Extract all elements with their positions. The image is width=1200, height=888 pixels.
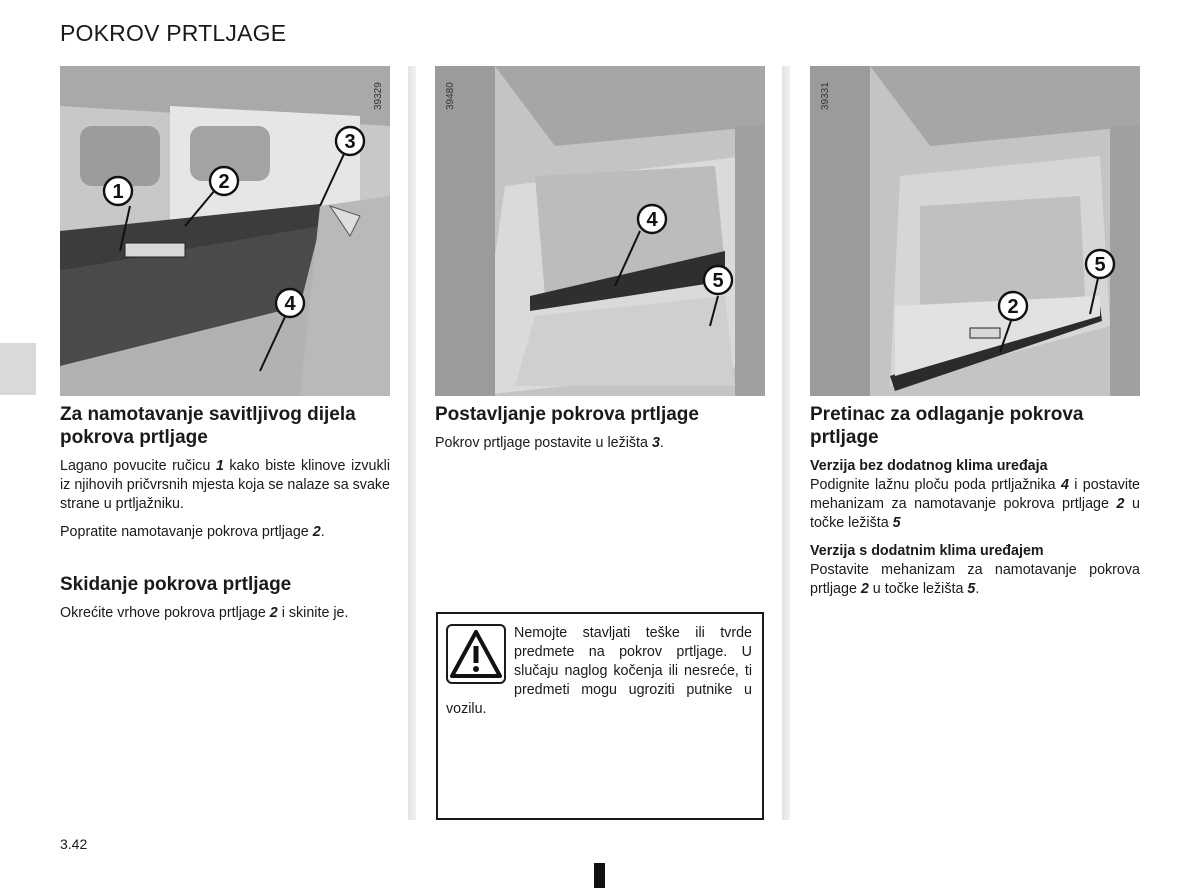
section-heading-roll-up: Za namotavanje savitljivog dijela pokrova prtljage xyxy=(60,404,356,448)
page-edge-marker xyxy=(594,863,605,888)
callout-2 xyxy=(999,292,1027,320)
svg-text:4: 4 xyxy=(646,209,658,231)
svg-text:2: 2 xyxy=(218,171,230,193)
column-divider xyxy=(408,66,416,820)
page-number: 3.42 xyxy=(60,836,88,852)
callout-2 xyxy=(210,167,238,195)
callout-4 xyxy=(276,289,304,317)
svg-text:3: 3 xyxy=(344,131,356,153)
callout-4 xyxy=(638,205,666,233)
page-title: POKROV PRTLJAGE xyxy=(60,20,287,46)
figure-3-code: 39331 xyxy=(820,82,831,110)
figure-2-code: 39480 xyxy=(445,82,456,110)
column-divider xyxy=(782,66,790,820)
version-with-ac: Verzija s dodatnim klima uređajem Postavite mehanizam za namotavanje pokrova prtljage 2 u točke ležišta 5. xyxy=(810,543,1140,597)
figure-1-code: 39329 xyxy=(373,82,384,110)
figure-3-illustration xyxy=(810,66,1140,396)
paragraph-installation: Pokrov prtljage postavite u ležišta 3. xyxy=(435,435,664,451)
figure-1-illustration xyxy=(60,66,390,396)
callout-5 xyxy=(704,266,732,294)
chapter-tab xyxy=(0,343,36,395)
callout-3 xyxy=(336,127,364,155)
svg-text:5: 5 xyxy=(1094,254,1106,276)
section-heading-removal: Skidanje pokrova prtljage xyxy=(60,574,292,595)
section-heading-storage: Pretinac za odlaganje pokrova prtljage xyxy=(810,404,1084,448)
svg-text:1: 1 xyxy=(112,181,124,203)
paragraph-follow-roll: Popratite namotavanje pokrova prtljage 2. xyxy=(60,524,325,540)
callout-1 xyxy=(104,177,132,205)
svg-text:5: 5 xyxy=(712,270,724,292)
paragraph-pull-handle: Lagano povucite ručicu 1 kako biste klinove izvukli iz njihovih pričvrsnih mjesta koja se nalaze sa svake strane u prtljažniku. xyxy=(60,458,390,512)
svg-text:4: 4 xyxy=(284,293,296,315)
version-without-ac: Verzija bez dodatnog klima uređaja Podignite lažnu ploču poda prtljažnika 4 i postavite mehanizam za namotavanje pokrova prtljage 2 u točke ležišta 5 xyxy=(810,458,1141,531)
section-heading-installation: Postavljanje pokrova prtljage xyxy=(435,404,699,425)
callout-5 xyxy=(1086,250,1114,278)
figure-2-illustration xyxy=(435,66,765,396)
paragraph-removal: Okrećite vrhove pokrova prtljage 2 i skinite je. xyxy=(60,605,349,621)
svg-text:2: 2 xyxy=(1007,296,1019,318)
warning-text: Nemojte stavljati teške ili tvrde predmete na pokrov prtljage. U slučaju naglog kočenja ili nesreće, ti predmeti mogu ugroziti putnike u vozilu. xyxy=(446,625,752,717)
